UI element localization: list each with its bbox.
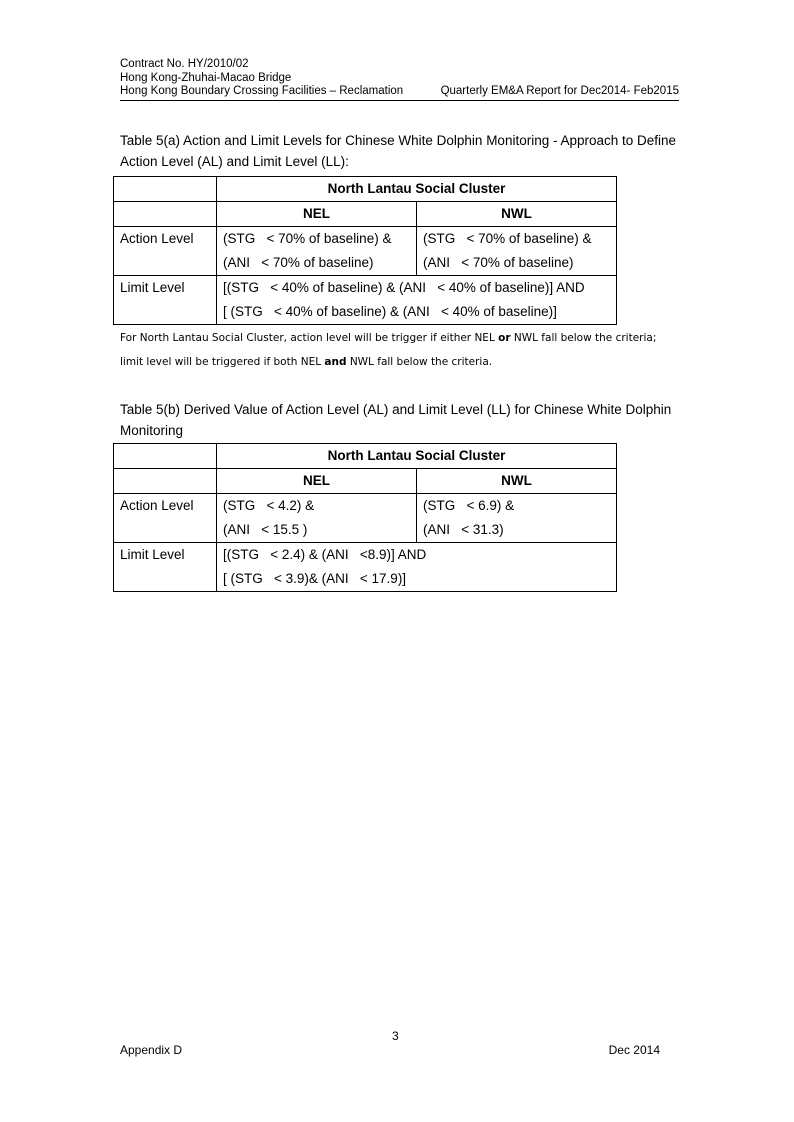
page-header [120,58,679,101]
table-row [114,543,617,592]
action-nel-cell [217,227,417,276]
report-title: Quarterly EM&A Report for Dec2014- Feb2015 [440,85,679,97]
table-a [113,176,617,325]
note-emphasis: or [498,332,511,344]
cell-line: (ANI < 31.3) [423,522,504,537]
note-emphasis: and [324,356,347,368]
table-row [114,202,617,227]
limit-cell [217,276,617,325]
cell-line: (ANI < 15.5 ) [223,522,308,537]
empty-cell [114,469,217,494]
table-b-caption [120,399,680,441]
cell-line: (ANI < 70% of baseline) [223,255,374,270]
cell-line: (STG < 70% of baseline) & [223,231,392,246]
row-label-limit: Limit Level [114,276,217,325]
note-line2 [120,350,700,374]
table-row [114,227,617,276]
footer-date: Dec 2014 [608,1043,660,1057]
page-number: 3 [392,1029,399,1043]
facility-name: Hong Kong Boundary Crossing Facilities – Reclamation [120,85,404,97]
row-label-limit: Limit Level [114,543,217,592]
row-label-action: Action Level [114,494,217,543]
note-text: NWL fall below the criteria; [510,332,657,344]
cell-line: (ANI < 70% of baseline) [423,255,574,270]
table-row [114,177,617,202]
cell-line: (STG < 70% of baseline) & [423,231,592,246]
table-b-caption-line1: Table 5(b) Derived Value of Action Level (AL) and Limit Level (LL) for Chinese White Dolphin [120,402,672,417]
table-a-caption-line1: Table 5(a) Action and Limit Levels for Chinese White Dolphin Monitoring - Approach to Define [120,133,677,148]
footer-appendix: Appendix D [120,1043,183,1057]
table-row [114,276,617,325]
contract-number: Contract No. HY/2010/02 [120,58,249,70]
cell-line: (STG < 4.2) & [223,498,315,513]
col-header-nel: NEL [217,469,417,494]
empty-cell [114,177,217,202]
note-text: limit level will be triggered if both NEL [120,356,325,368]
cell-line: [(STG < 40% of baseline) & (ANI < 40% of baseline)] AND [223,280,585,295]
table-b [113,443,617,592]
cell-line: [ (STG < 40% of baseline) & (ANI < 40% of baseline)] [223,304,557,319]
limit-cell [217,543,617,592]
table-row [114,494,617,543]
row-label-action: Action Level [114,227,217,276]
project-name: Hong Kong-Zhuhai-Macao Bridge [120,71,292,84]
empty-cell [114,444,217,469]
note-text: For North Lantau Social Cluster, action level will be trigger if either NEL [120,332,499,344]
cell-line: [ (STG < 3.9)& (ANI < 17.9)] [223,571,407,586]
page-footer [120,1043,660,1057]
header-row [120,85,679,99]
action-nwl-cell [417,494,617,543]
note-line1 [120,326,700,350]
cluster-header: North Lantau Social Cluster [217,444,617,469]
col-header-nwl: NWL [417,202,617,227]
cluster-header: North Lantau Social Cluster [217,177,617,202]
cell-line: (STG < 6.9) & [423,498,515,513]
cell-line: [(STG < 2.4) & (ANI <8.9)] AND [223,547,427,562]
table-row [114,469,617,494]
table-a-caption [120,130,680,172]
col-header-nwl: NWL [417,469,617,494]
col-header-nel: NEL [217,202,417,227]
table-b-caption-line2: Monitoring [120,423,184,438]
table-a-note [120,326,700,374]
action-nwl-cell [417,227,617,276]
empty-cell [114,202,217,227]
table-row [114,444,617,469]
note-text: NWL fall below the criteria. [346,356,493,368]
table-a-caption-line2: Action Level (AL) and Limit Level (LL): [120,154,349,169]
action-nel-cell [217,494,417,543]
